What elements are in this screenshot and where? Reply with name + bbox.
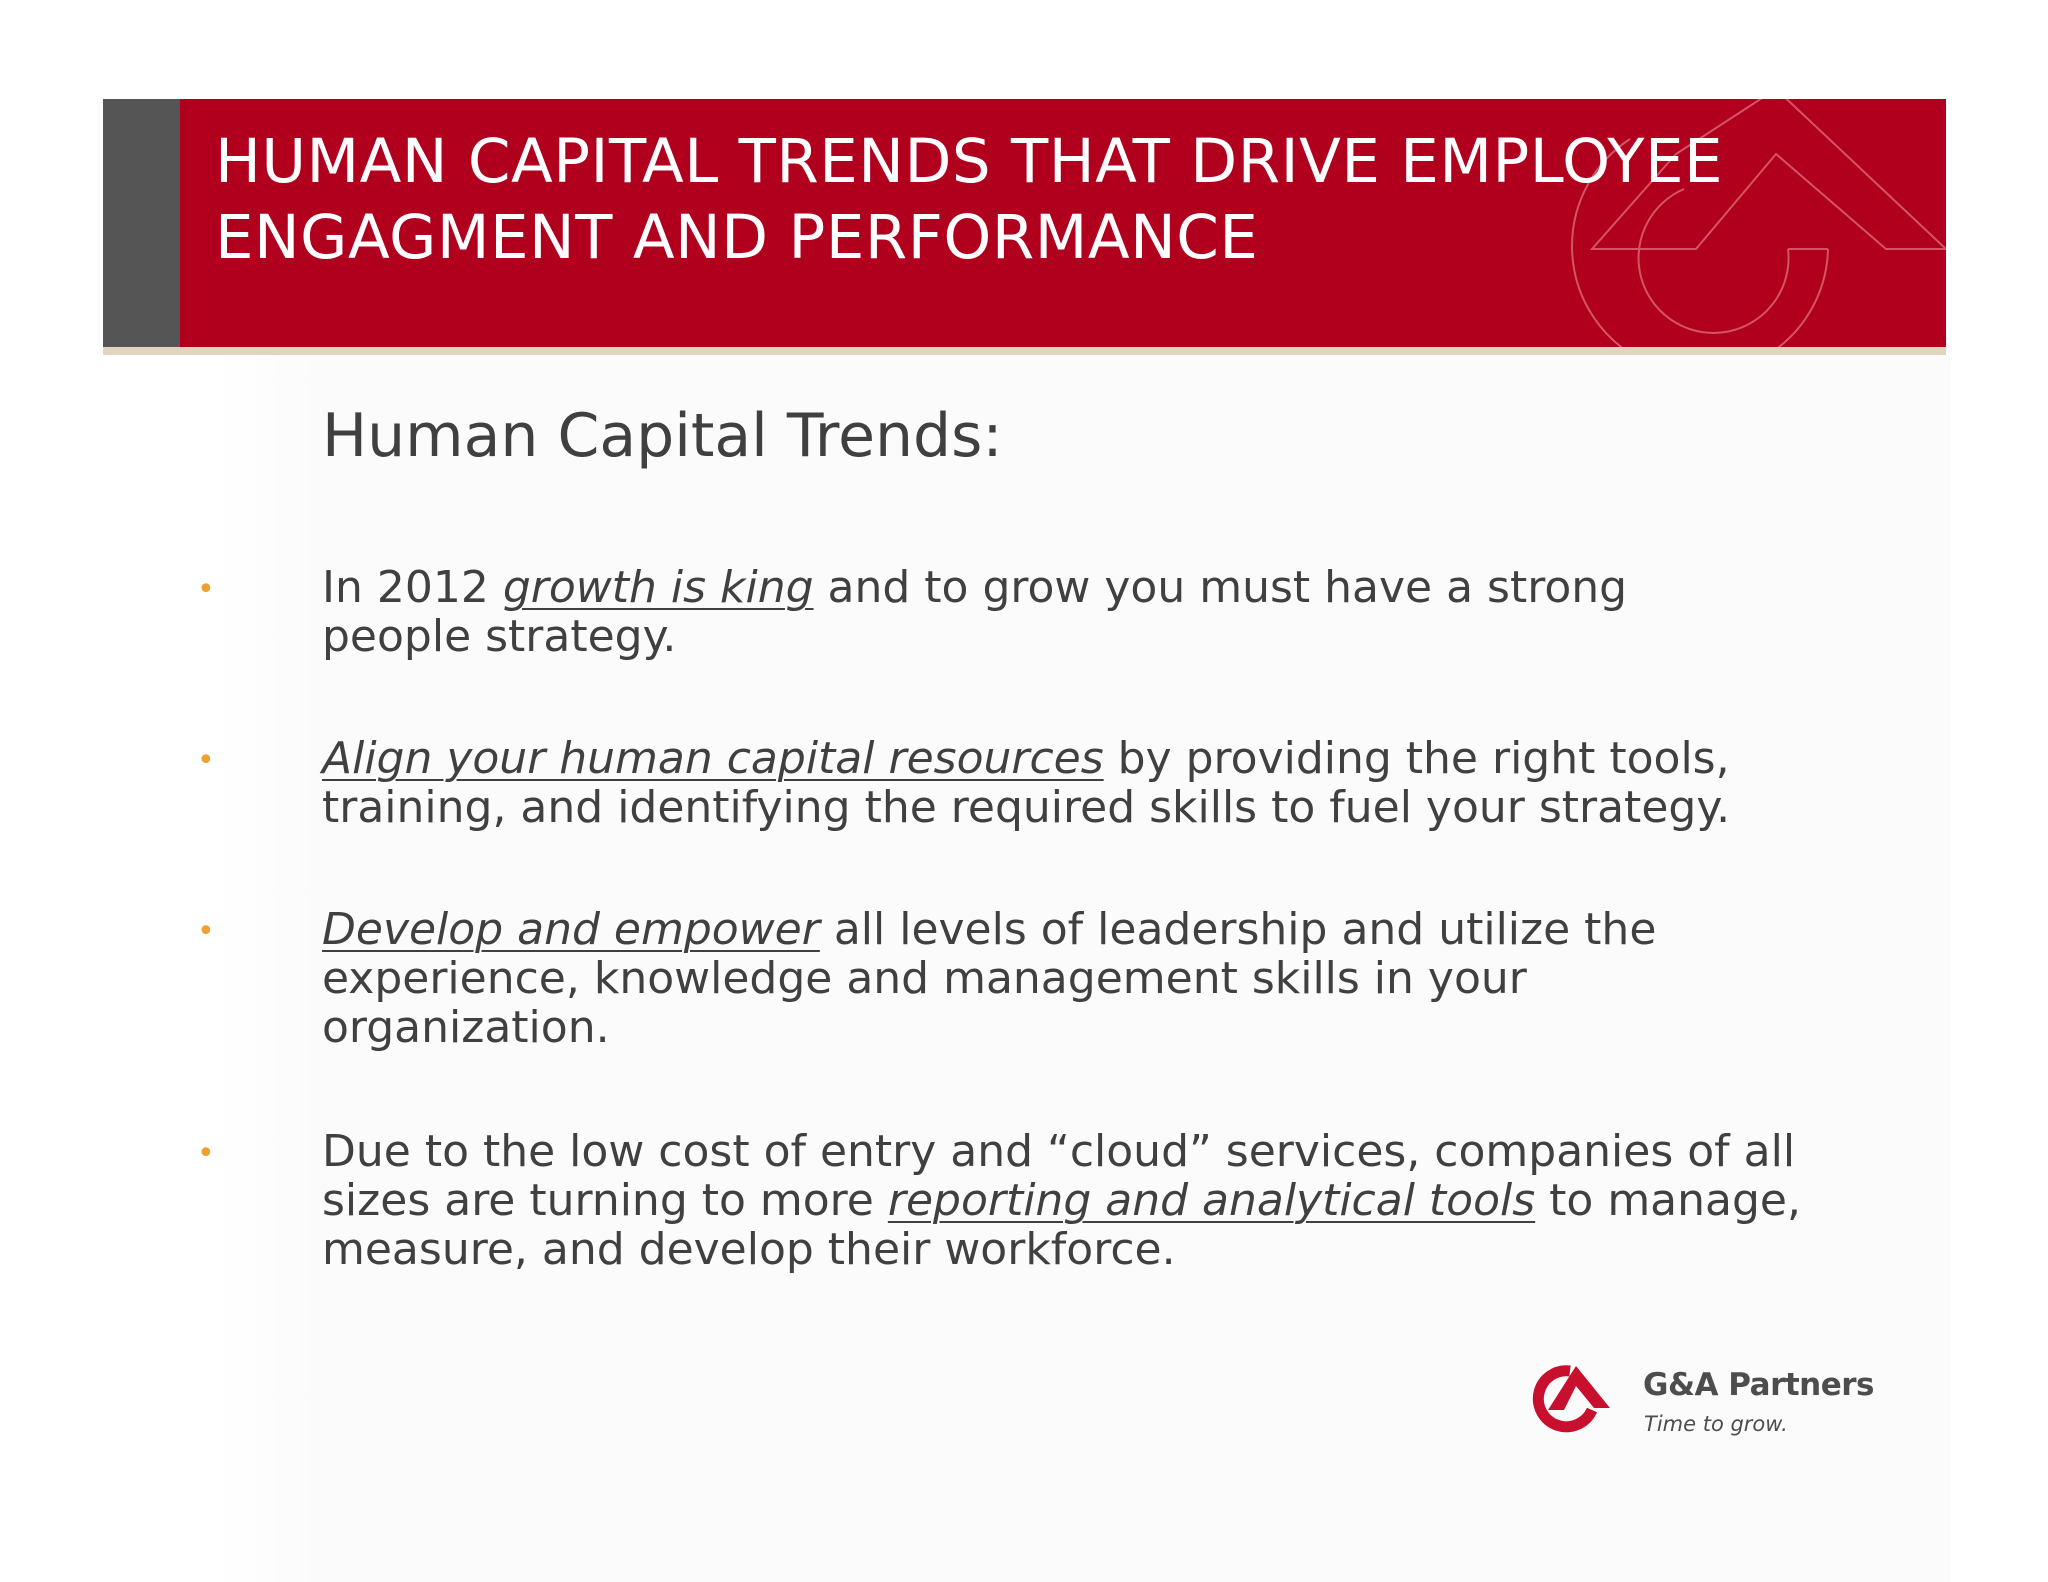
logo-company-name: G&A Partners <box>1643 1367 1875 1403</box>
page-title-line-2: ENGAGMENT AND PERFORMANCE <box>215 202 1259 273</box>
bullet-text <box>322 734 1842 832</box>
bullet-emphasis: growth is king <box>502 562 814 613</box>
bullet-text <box>322 563 1772 661</box>
ga-partners-logo-icon <box>1530 1358 1635 1438</box>
company-logo <box>1530 1355 1890 1455</box>
bullet-emphasis: Develop and empower <box>322 904 820 955</box>
page-title <box>215 124 1915 276</box>
bullet-text <box>322 905 1722 1052</box>
bullet-text-rest: by providing the right tools, training, and identifying the required skills to fuel your strategy. <box>322 733 1731 833</box>
bullet-emphasis: Align your human capital resources <box>322 733 1104 784</box>
bullet-text-rest: and to grow you must have a strong people strategy. <box>322 562 1628 662</box>
section-subtitle: Human Capital Trends: <box>322 401 1003 471</box>
logo-tagline: Time to grow. <box>1644 1412 1788 1436</box>
bullet-text-rest: to manage, measure, and develop their workforce. <box>322 1175 1801 1275</box>
bullet-text-rest: all levels of leadership and utilize the experience, knowledge and management skills in your organization. <box>322 904 1657 1053</box>
bullet-marker: • <box>197 1136 215 1171</box>
header-side-accent <box>103 99 180 347</box>
bullet-marker: • <box>197 914 215 949</box>
bullet-text-lead: Due to the low cost of entry and “cloud” services, companies of all sizes are turning to more <box>322 1126 1796 1226</box>
header-underline <box>103 347 1946 355</box>
bullet-emphasis: reporting and analytical tools <box>887 1175 1536 1226</box>
bullet-marker: • <box>197 572 215 607</box>
bullet-text <box>322 1127 1842 1274</box>
bullet-text-lead: In 2012 <box>322 562 503 613</box>
bullet-marker: • <box>197 743 215 778</box>
page-title-line-1: HUMAN CAPITAL TRENDS THAT DRIVE EMPLOYEE <box>215 126 1724 197</box>
